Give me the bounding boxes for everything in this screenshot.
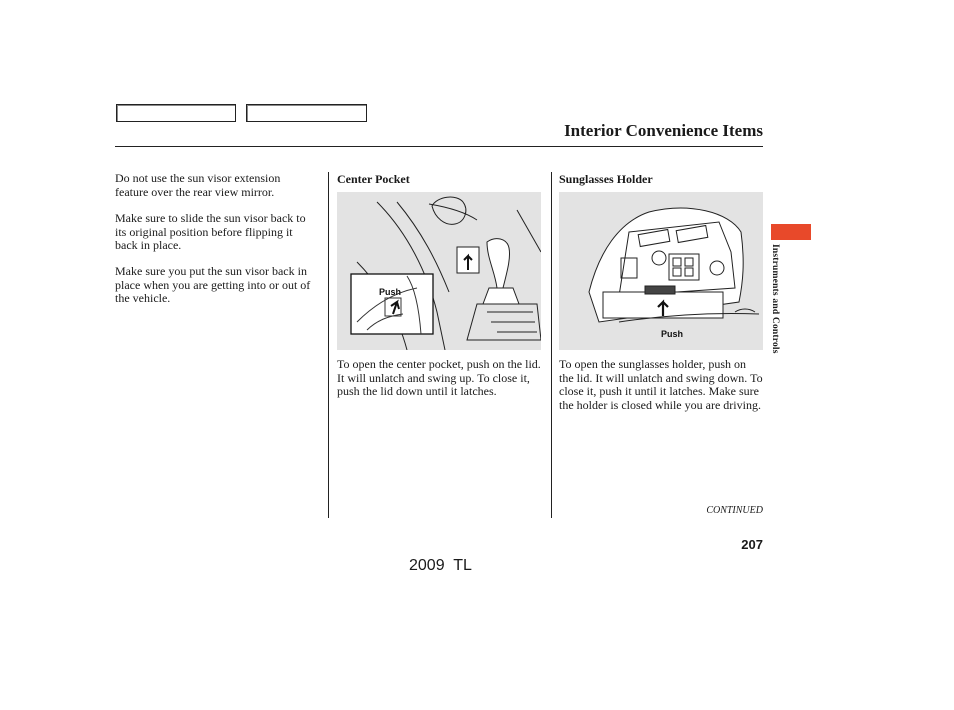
center-pocket-push-label: Push bbox=[379, 287, 402, 297]
visor-note-2: Make sure to slide the sun visor back to its original position before flipping it back in place. bbox=[115, 211, 306, 252]
center-pocket-body: To open the center pocket, push on the lid. It will unlatch and swing up. To close it, push the lid down until it latches. bbox=[337, 357, 541, 398]
sunglasses-holder-drawing bbox=[559, 192, 763, 350]
sunglasses-push-label: Push bbox=[661, 329, 684, 339]
nav-button-table-of-contents[interactable] bbox=[246, 104, 367, 122]
page-number: 207 bbox=[741, 537, 763, 552]
section-tab-label: Instruments and Controls bbox=[770, 244, 780, 354]
section-tab-marker bbox=[771, 224, 811, 240]
continued-label: CONTINUED bbox=[706, 505, 763, 516]
nav-button-main-menu[interactable] bbox=[116, 104, 236, 122]
sunglasses-holder-heading: Sunglasses Holder bbox=[559, 172, 653, 186]
visor-note-3: Make sure you put the sun visor back in place when you are getting into or out of the vehicle. bbox=[115, 264, 311, 305]
center-pocket-illustration bbox=[337, 192, 541, 350]
title-rule bbox=[115, 146, 763, 147]
center-pocket-drawing bbox=[337, 192, 541, 350]
model-footer: 2009 TL bbox=[409, 557, 472, 574]
center-pocket-heading: Center Pocket bbox=[337, 172, 410, 186]
visor-note-1: Do not use the sun visor extension feature over the rear view mirror. bbox=[115, 171, 281, 199]
column-divider-2 bbox=[551, 172, 552, 518]
page-title: Interior Convenience Items bbox=[564, 121, 763, 140]
sunglasses-holder-illustration bbox=[559, 192, 763, 350]
column-divider-1 bbox=[328, 172, 329, 518]
sunglasses-holder-body: To open the sunglasses holder, push on the lid. It will unlatch and swing down. To close it, push it until it latches. Make sure the holder is closed while you are driving. bbox=[559, 357, 763, 412]
